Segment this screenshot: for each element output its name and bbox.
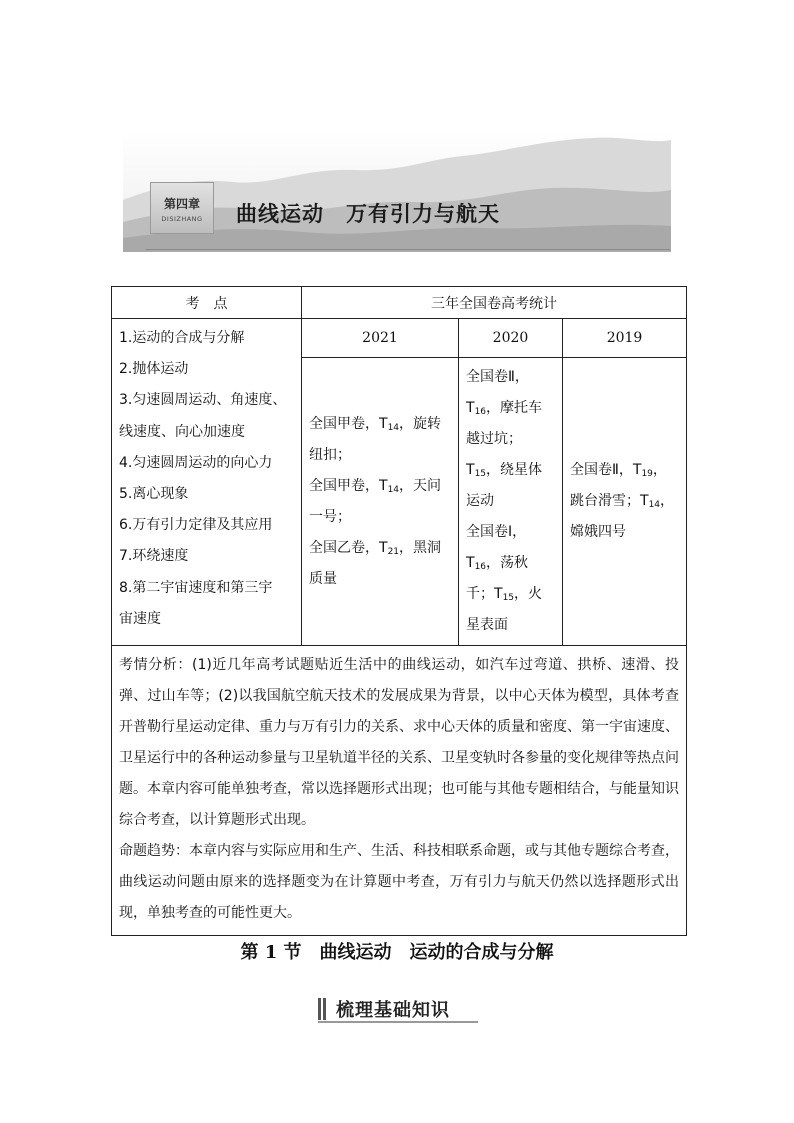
chapter-title: 曲线运动 万有引力与航天 — [236, 202, 500, 226]
header-statistics: 三年全国卷高考统计 — [302, 287, 687, 319]
chapter-badge — [150, 182, 214, 234]
heading-bar-icon — [318, 998, 326, 1020]
header-knowledge-points: 考 点 — [112, 287, 302, 319]
knowledge-point: 宙速度 — [119, 610, 161, 627]
sub-heading-underline — [318, 1021, 478, 1023]
trend-text: 命题趋势：本章内容与实际应用和生产、生活、科技相联系命题，或与其他专题综合考查，曲线运动问题由原来的选择题变为在计算题中考查，万有引力与航天仍然以选择题形式出现，单独考查的可能性更大。 — [119, 843, 680, 921]
chapter-pinyin: DISIZHANG — [161, 215, 203, 223]
knowledge-point: 6.万有引力定律及其应用 — [119, 517, 273, 534]
exam-analysis-cell — [112, 646, 687, 936]
year-2019: 2019 — [563, 319, 687, 358]
stats-2019: 全国卷Ⅱ，$T_{19}$，跳台滑雪；$T_{14}$，嫦娥四号 — [563, 358, 687, 646]
knowledge-point: 线速度、向心加速度 — [119, 423, 245, 440]
banner-divider — [146, 249, 670, 250]
exam-statistics-table — [111, 286, 687, 936]
knowledge-point: 1.运动的合成与分解 — [119, 330, 245, 346]
sub-heading-text: 梳理基础知识 — [336, 1000, 450, 1021]
knowledge-point: 2.抛体运动 — [119, 361, 189, 378]
knowledge-point: 5.离心现象 — [119, 486, 189, 503]
year-2020: 2020 — [459, 319, 563, 358]
knowledge-point: 4.匀速圆周运动的向心力 — [119, 454, 273, 471]
knowledge-points-cell — [112, 319, 302, 646]
year-2021: 2021 — [302, 319, 459, 358]
chapter-number: 第四章 — [163, 197, 200, 211]
knowledge-point: 8.第二宇宙速度和第三宇 — [119, 579, 273, 596]
analysis-text: 考情分析：(1)近几年高考试题贴近生活中的曲线运动，如汽车过弯道、拱桥、速滑、投弹、过山车等；(2)以我国航空航天技术的发展成果为背景，以中心天体为模型，具体考查开普勒行星运动定律、重力与万有引力的关系、求中心天体的质量和密度、第一宇宙速度、卫星运行中的各种运动参量与卫星轨道半径的关系、卫星变轨时各参量的变化规律等热点问题。本章内容可能单独考查，常以选择题形式出现；也可能与其他专题相结合，与能量知识综合考查，以计算题形式出现。 — [119, 657, 680, 828]
section-title: 第 1 节 曲线运动 运动的合成与分解 — [240, 942, 554, 963]
stats-2020: 全国卷Ⅱ，$T_{16}$，摩托车越过坑；$T_{15}$，绕星体运动 全国卷Ⅰ，$T_{16}$，荡秋千；$T_{15}$，火星表面 — [459, 358, 563, 646]
knowledge-point: 7.环绕速度 — [119, 548, 189, 565]
stats-2021: 全国甲卷，$T_{14}$，旋转纽扣； 全国甲卷，$T_{14}$，天问一号； 全国乙卷，$T_{21}$，黑洞质量 — [302, 358, 459, 646]
knowledge-point: 3.匀速圆周运动、角速度、 — [119, 392, 287, 409]
